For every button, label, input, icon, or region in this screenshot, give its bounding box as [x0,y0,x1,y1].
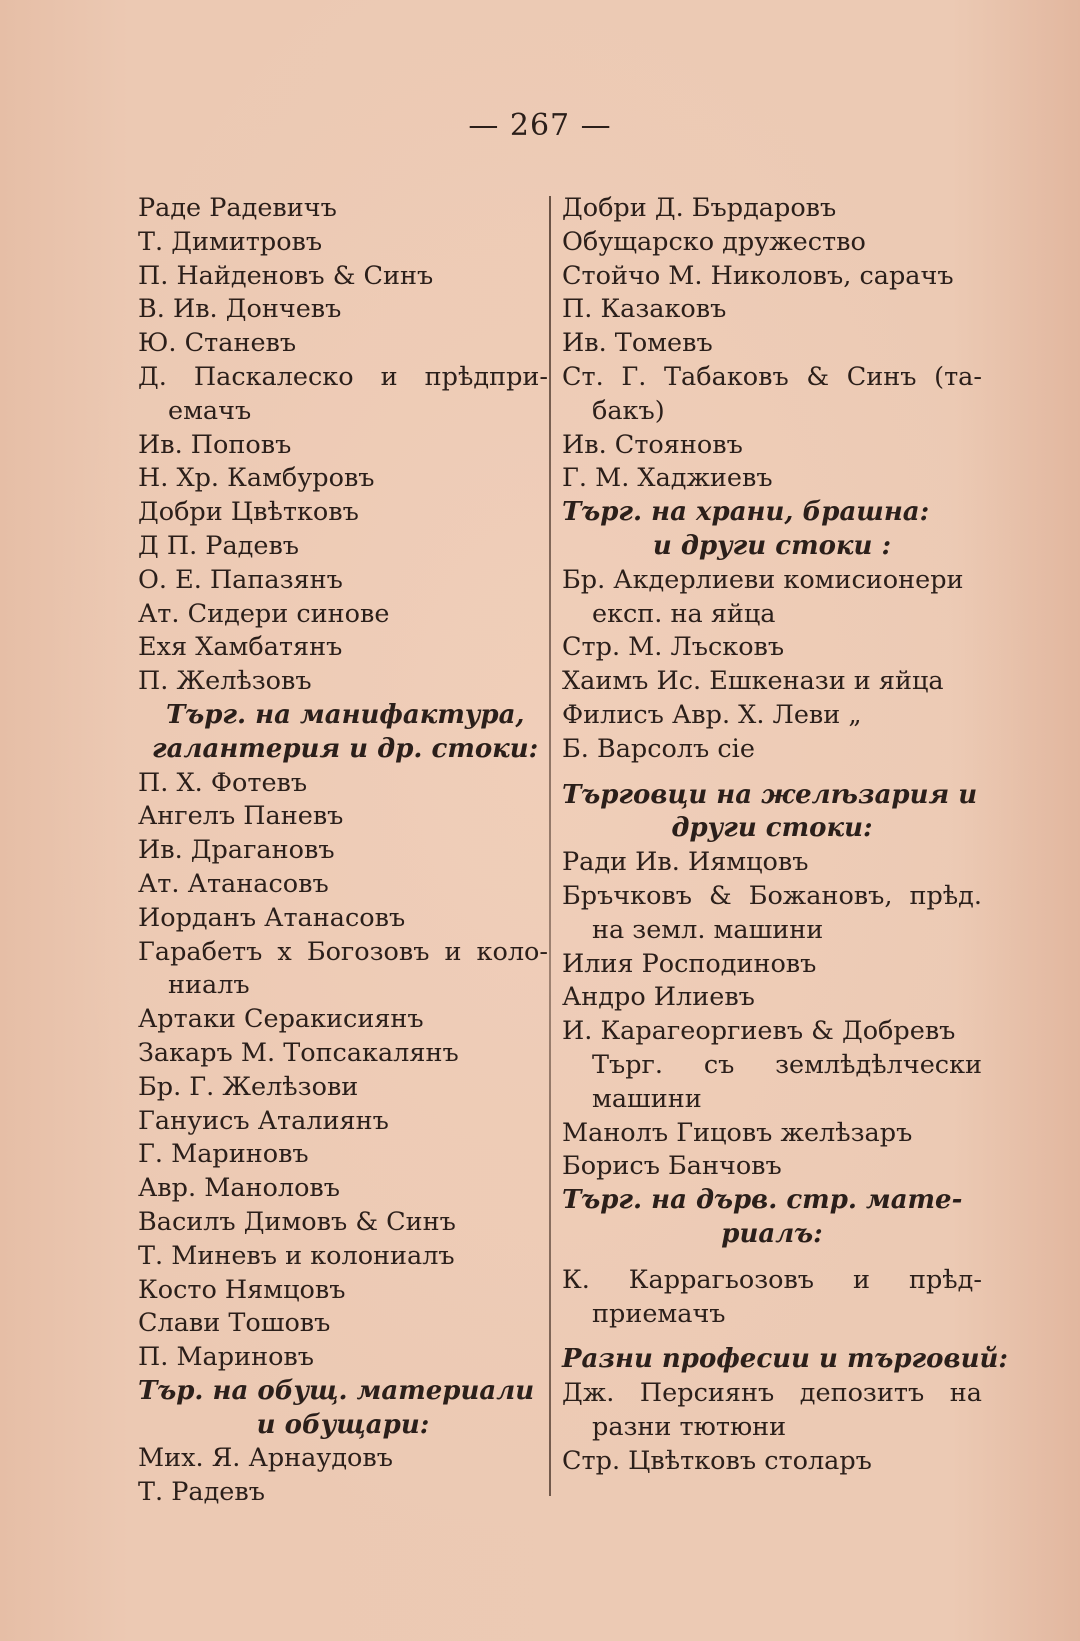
directory-entry: Гарабетъ х Богозовъ и коло- [138,936,548,967]
directory-entry: Ат. Сидери синове [138,598,390,629]
directory-entry: Раде Радевичъ [138,193,337,223]
entry-continuation: експ. на яйца [592,598,776,629]
directory-entry: Бръчковъ & Божановъ, прѣд. [562,880,982,911]
section-heading: Търг. на манифактура, [166,699,525,730]
entry-continuation: разни тютюни [592,1411,787,1442]
entry-continuation: машини [592,1083,702,1114]
directory-entry: Ив. Поповъ [138,429,292,460]
directory-entry: Ив. Драгановъ [138,835,335,866]
directory-entry: Стр. М. Лъсковъ [562,632,785,663]
directory-entry: Авр. Маноловъ [138,1173,340,1204]
directory-entry: Ст. Г. Табаковъ & Синъ (та- [562,361,982,392]
directory-entry: Дж. Персиянъ депозитъ на [562,1378,982,1409]
directory-entry: Артаки Серакисиянъ [138,1004,424,1035]
directory-entry: Б. Варсолъ сiе [562,733,755,764]
directory-entry: П. Казаковъ [562,294,727,325]
entry-continuation: Търг. съ землѣдѣлчески [592,1049,982,1080]
directory-entry: И. Карагеоргиевъ & Добревъ [562,1016,956,1047]
directory-entry: Гануисъ Аталиянъ [138,1105,389,1136]
directory-entry: П. Желѣзовъ [138,666,312,697]
directory-entry: Ангелъ Паневъ [138,801,344,832]
directory-entry: Добри Цвѣтковъ [138,497,359,528]
section-heading: други стоки: [671,813,873,844]
directory-entry: Т. Димитровъ [138,226,323,257]
directory-entry: Андро Илиевъ [562,982,755,1013]
directory-entry: Д. Паскалеско и прѣдпри- [138,361,548,392]
directory-entry: П. Х. Фотевъ [138,767,308,798]
entry-continuation: емачъ [168,395,252,426]
directory-entry: Г. Мариновъ [138,1139,309,1170]
entry-continuation: на земл. машини [592,914,824,945]
directory-entry: Н. Хр. Камбуровъ [138,463,375,494]
directory-entry: Ю. Станевъ [138,328,297,359]
directory-entry: Т. Радевъ [138,1477,265,1508]
right-column [562,192,1008,1478]
directory-entry: О. Е. Папазянъ [138,564,343,595]
directory-entry: Г. М. Хаджиевъ [562,463,773,494]
section-heading: Разни професии и търговий: [562,1344,1008,1375]
directory-entry: Бр. Г. Желѣзови [138,1071,359,1102]
directory-entry: Манолъ Гицовъ желѣзаръ [562,1117,913,1148]
directory-entry: Ат. Атанасовъ [138,868,329,899]
column-divider [549,196,551,1496]
directory-entry: Илия Росподиновъ [562,948,817,979]
directory-entry: Мих. Я. Арнаудовъ [138,1443,393,1474]
section-heading: Търговци на желѣзария и [562,779,978,810]
directory-entry: Стр. Цвѣтковъ столаръ [562,1445,872,1476]
directory-entry: Д П. Радевъ [138,530,300,561]
section-heading: Търг. на дърв. стр. мате- [562,1185,963,1216]
entry-continuation: ниалъ [168,970,250,1001]
directory-entry: Иорданъ Атанасовъ [138,902,406,933]
section-heading: риалъ: [721,1218,823,1249]
directory-entry: Ив. Стояновъ [562,429,743,460]
directory-entry: П. Мариновъ [138,1342,315,1373]
section-heading: галантерия и др. стоки: [152,733,539,764]
page-number: — 267 — [468,108,612,143]
section-heading: Търг. на храни, брашна: [562,497,930,528]
directory-entry: Обущарско дружество [562,226,866,257]
directory-entry: Ив. Томевъ [562,328,713,359]
directory-entry: Ради Ив. Иямцовъ [562,847,809,878]
entry-continuation: приемачъ [592,1298,726,1329]
left-column [138,192,548,1510]
directory-entry: Бр. Акдерлиеви комисионери [562,564,964,595]
section-heading: и обущари: [256,1409,430,1440]
directory-entry: Ехя Хамбатянъ [138,632,343,663]
directory-entry: Стойчо М. Николовъ, сарачъ [562,260,954,291]
spacer [562,1331,982,1343]
spacer [562,767,982,779]
directory-entry: К. Каррагьозовъ и прѣд- [562,1264,982,1295]
directory-entry: Василъ Димовъ & Синъ [138,1206,456,1237]
directory-entry: В. Ив. Дончевъ [138,294,342,325]
section-heading: и други стоки : [652,530,892,561]
spacer [562,1252,982,1264]
directory-entry: Хаимъ Ис. Ешкенази и яйца [562,666,944,697]
directory-entry: Борисъ Банчовъ [562,1151,782,1182]
directory-entry: Закаръ М. Топсакалянъ [138,1037,459,1068]
directory-entry: Косто Нямцовъ [138,1274,346,1305]
directory-entry: Слави Тошовъ [138,1308,331,1339]
entry-continuation: бакъ) [592,395,665,426]
directory-entry: Филисъ Авр. Х. Леви „ [562,699,862,730]
directory-entry: Добри Д. Бърдаровъ [562,193,837,223]
section-heading: Тър. на обущ. материали [138,1375,535,1406]
directory-entry: Т. Миневъ и колониалъ [138,1240,455,1271]
directory-entry: П. Найденовъ & Синъ [138,260,434,291]
